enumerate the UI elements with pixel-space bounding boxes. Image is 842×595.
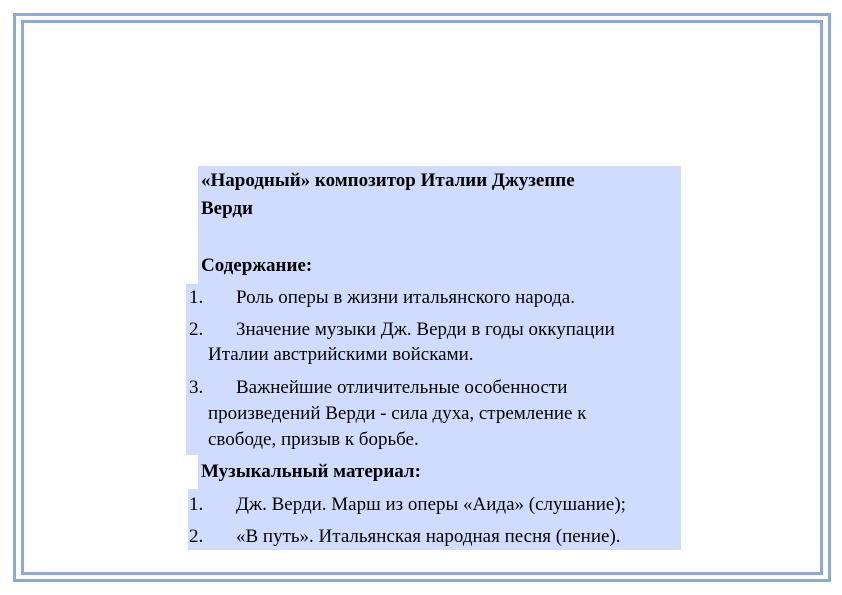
contents-item-2-text-line-1: Значение музыки Дж. Верди в годы оккупации xyxy=(236,319,615,340)
contents-item-3-text-line-2: произведений Верди - сила духа, стремление к xyxy=(208,403,587,424)
page-title-line-1: «Народный» композитор Италии Джузеппе xyxy=(201,170,575,191)
contents-item-2-number: 2. xyxy=(189,319,204,340)
contents-item-1-text: Роль оперы в жизни итальянского народа. xyxy=(236,287,575,308)
contents-item-3-text-line-1: Важнейшие отличительные особенности xyxy=(236,377,568,398)
contents-item-3-number: 3. xyxy=(189,377,204,398)
contents-item-3-text-line-3: свободе, призыв к борьбе. xyxy=(208,429,419,450)
contents-heading: Содержание: xyxy=(201,255,313,276)
page-title-line-2: Верди xyxy=(201,198,253,219)
material-heading: Музыкальный материал: xyxy=(201,461,421,482)
material-item-2-text: «В путь». Итальянская народная песня (пение). xyxy=(236,526,621,547)
contents-item-1-number: 1. xyxy=(189,287,204,308)
contents-item-2-text-line-2: Италии австрийскими войсками. xyxy=(208,344,474,365)
material-item-1-text: Дж. Верди. Марш из оперы «Аида» (слушание); xyxy=(236,494,626,515)
material-item-2-number: 2. xyxy=(189,526,204,547)
material-item-1-number: 1. xyxy=(189,494,204,515)
